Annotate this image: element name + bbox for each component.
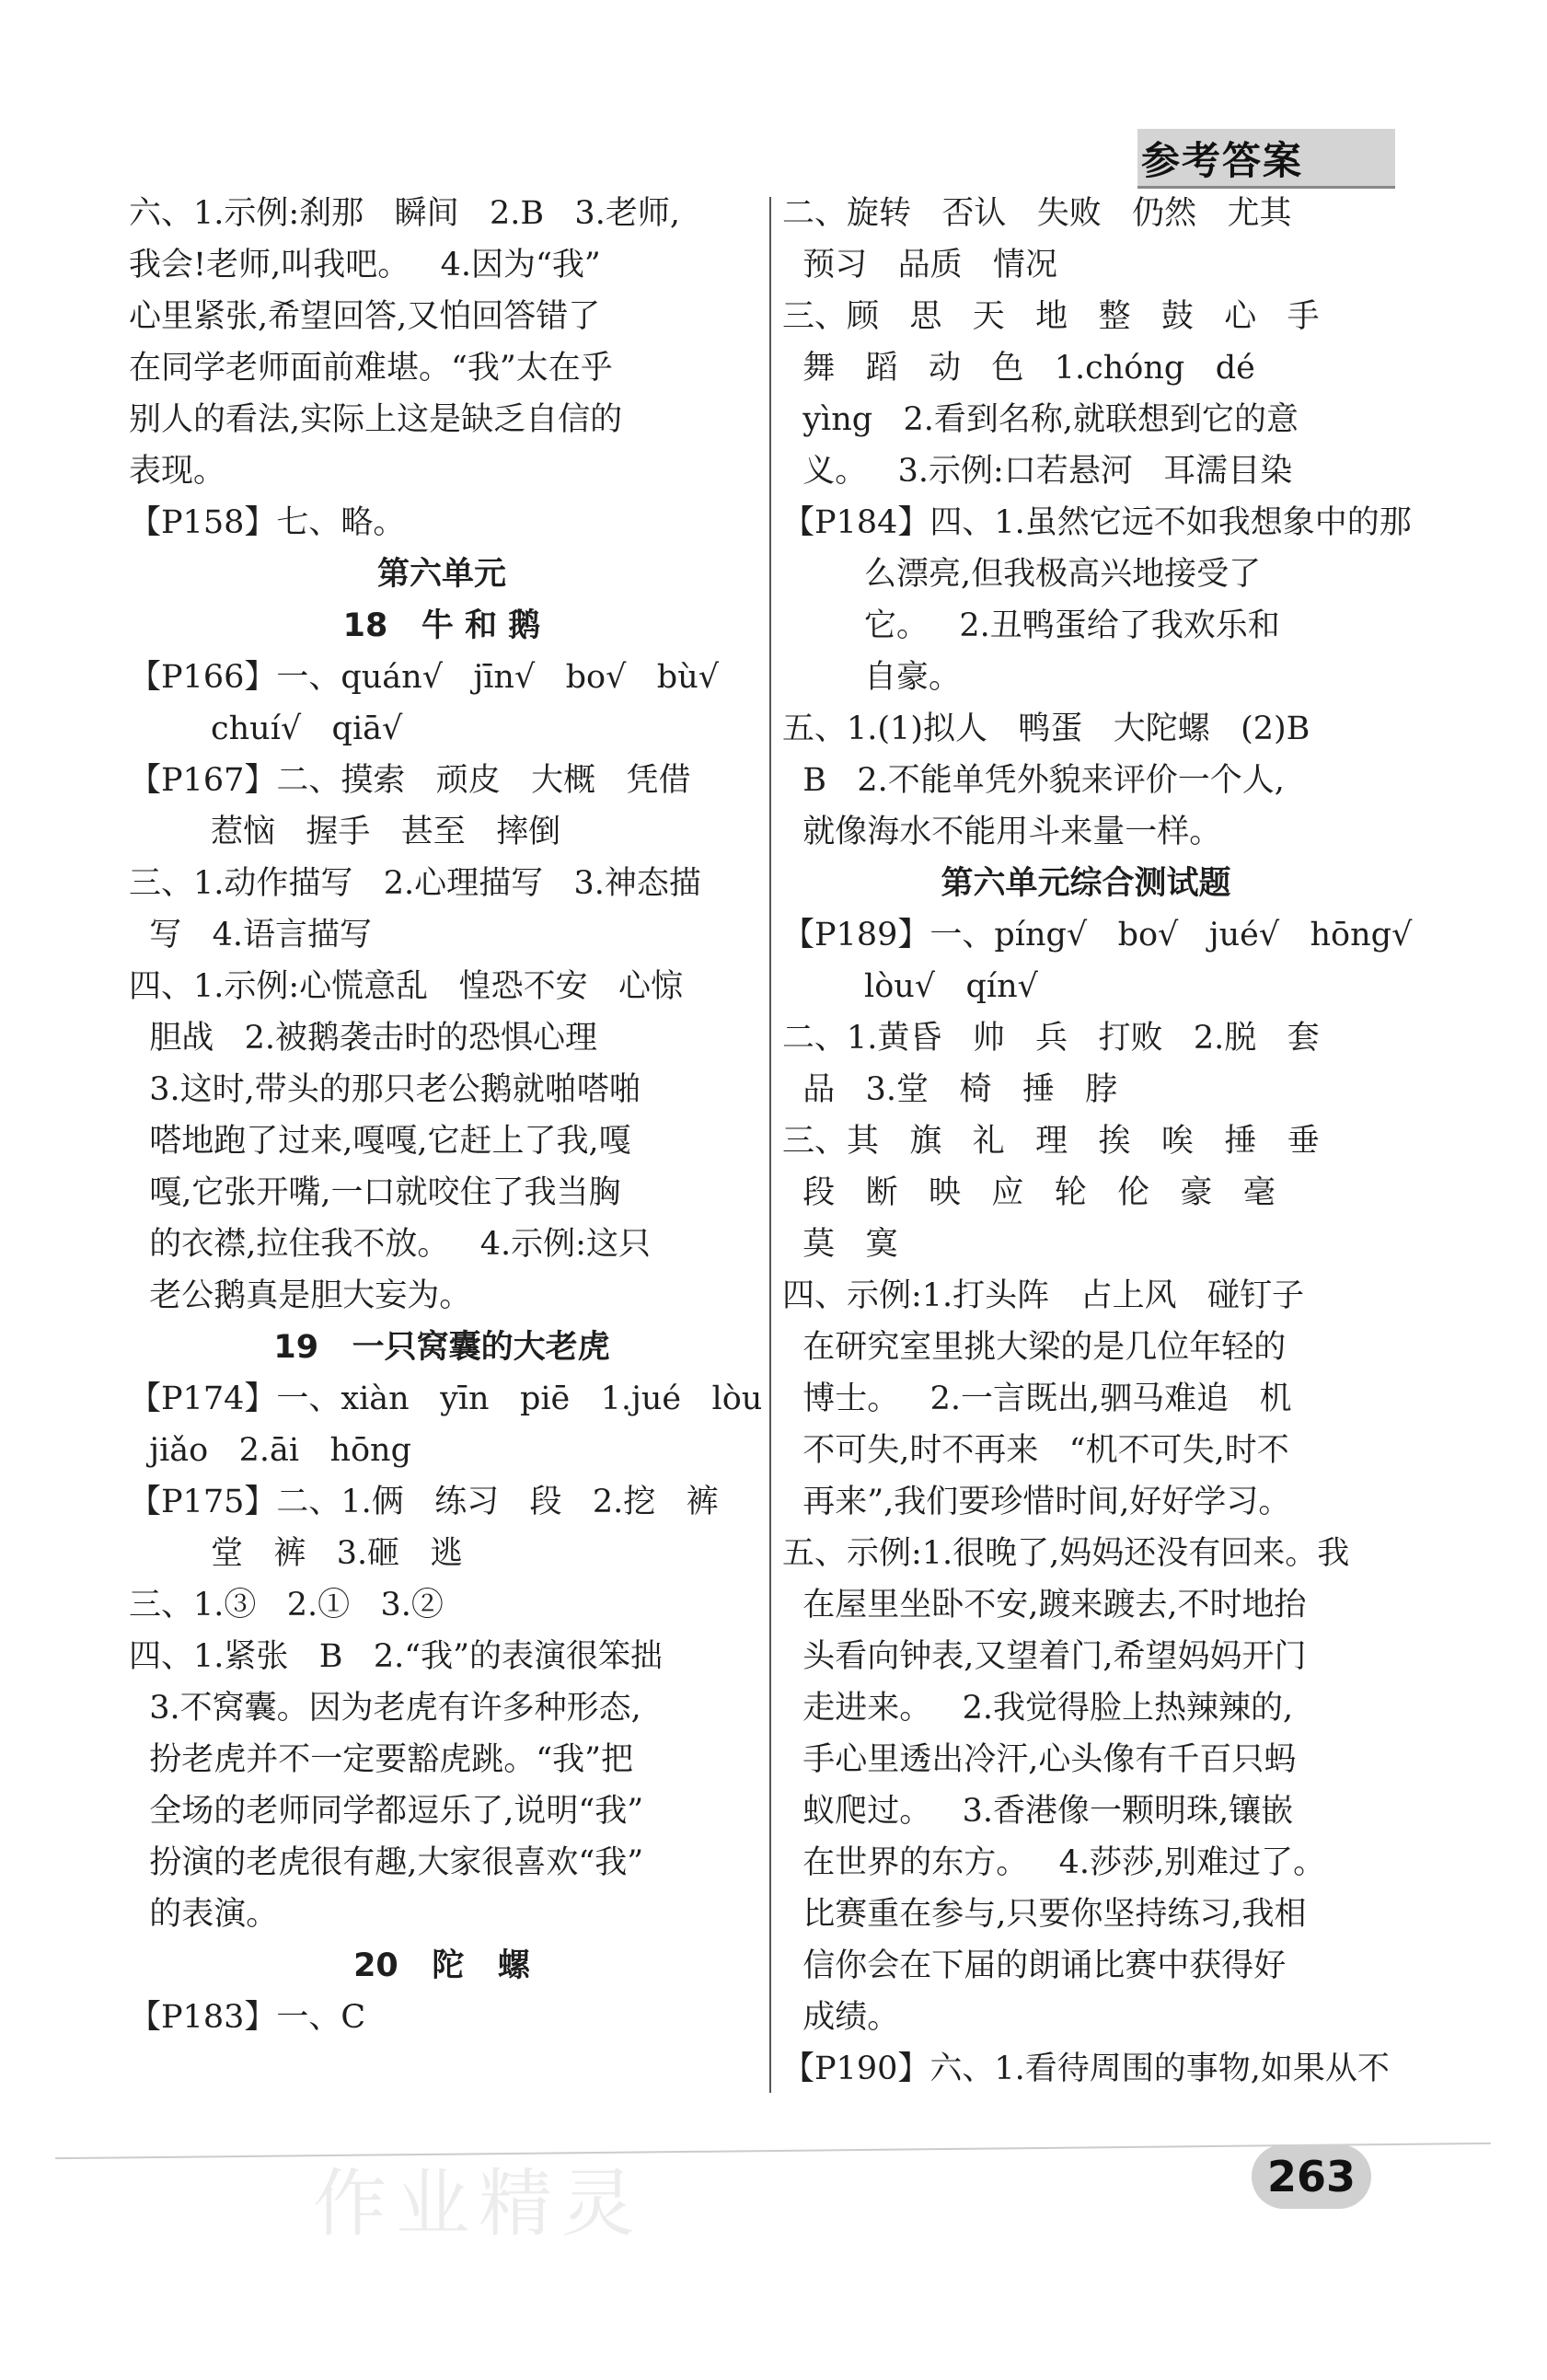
answer-line: 【P190】六、1.看待周围的事物,如果从不: [782, 2051, 1390, 2087]
answer-line: 在研究室里挑大梁的是几位年轻的: [782, 1329, 1287, 1366]
answer-line: 二、旋转 否认 失败 仍然 尤其: [782, 195, 1292, 232]
answer-line: 写 4.语言描写: [129, 917, 373, 953]
answer-line: 嘎,它张开嘴,一口就咬住了我当胸: [129, 1174, 621, 1211]
answer-line: 博士。 2.一言既出,驷马难追 机: [782, 1381, 1292, 1417]
answer-line: 3.这时,带头的那只老公鹅就啪嗒啪: [129, 1071, 641, 1108]
answer-line: 段 断 映 应 轮 伦 豪 毫: [782, 1174, 1276, 1211]
answer-line: 头看向钟表,又望着门,希望妈妈开门: [782, 1638, 1307, 1675]
answer-line: 胆战 2.被鹅袭击时的恐惧心理: [129, 1020, 598, 1057]
answer-line: 信你会在下届的朗诵比赛中获得好: [782, 1947, 1287, 1984]
page-header-title: 参考答案: [1141, 138, 1304, 183]
answer-line: 【P189】一、píng√ bo√ jué√ hōng√: [782, 917, 1413, 953]
answer-line: 四、1.示例:心慌意乱 惶恐不安 心惊: [129, 968, 683, 1005]
column-divider: [769, 197, 771, 2093]
answer-line: 扮演的老虎很有趣,大家很喜欢“我”: [129, 1844, 644, 1881]
answer-line: 五、1.(1)拟人 鸭蛋 大陀螺 (2)B: [782, 711, 1310, 747]
answer-line: B 2.不能单凭外貌来评价一个人,: [782, 762, 1285, 799]
answer-line: 五、示例:1.很晚了,妈妈还没有回来。我: [782, 1535, 1350, 1572]
answer-line: lòu√ qín√: [782, 968, 1038, 1005]
watermark: 作业精灵: [313, 2161, 644, 2247]
answer-line: 自豪。: [782, 659, 962, 696]
section-heading: 第六单元综合测试题: [941, 865, 1231, 902]
answer-line: 【P175】二、1.俩 练习 段 2.挖 裤: [129, 1484, 719, 1520]
answer-line: 四、1.紧张 B 2.“我”的表演很笨拙: [129, 1638, 664, 1675]
answer-line: 嗒地跑了过来,嘎嘎,它赶上了我,嘎: [129, 1123, 631, 1160]
answer-line: 老公鹅真是胆大妄为。: [129, 1277, 472, 1314]
answer-line: 【P158】七、略。: [129, 504, 406, 541]
section-heading: 18 牛 和 鹅: [342, 607, 541, 644]
answer-line: 堂 裤 3.砸 逃: [129, 1535, 463, 1572]
answer-line: 蚁爬过。 3.香港像一颗明珠,镶嵌: [782, 1793, 1294, 1830]
answer-line: 的衣襟,拉住我不放。 4.示例:这只: [129, 1226, 651, 1263]
answer-line: 在屋里坐卧不安,踱来踱去,不时地抬: [782, 1587, 1307, 1623]
answer-line: yìng 2.看到名称,就联想到它的意: [782, 401, 1299, 438]
answer-line: 比赛重在参与,只要你坚持练习,我相: [782, 1896, 1307, 1933]
answer-line: 别人的看法,实际上这是缺乏自信的: [129, 401, 623, 438]
answer-line: 义。 3.示例:口若悬河 耳濡目染: [782, 453, 1293, 490]
section-heading: 19 一只窝囊的大老虎: [273, 1329, 610, 1366]
section-heading: 20 陀 螺: [353, 1947, 530, 1984]
answer-line: 走进来。 2.我觉得脸上热辣辣的,: [782, 1690, 1294, 1727]
answer-line: 的表演。: [129, 1896, 279, 1933]
answer-line: 三、其 旗 礼 理 挨 唉 捶 垂: [782, 1123, 1320, 1160]
answer-line: 【P167】二、摸索 顽皮 大概 凭借: [129, 762, 691, 799]
left-column: [129, 188, 763, 2043]
answer-line: 【P184】四、1.虽然它远不如我想象中的那: [782, 504, 1412, 541]
answer-line: 不可失,时不再来 “机不可失,时不: [782, 1432, 1289, 1469]
answer-line: 【P174】一、xiàn yīn piē 1.jué lòu: [129, 1381, 763, 1417]
answer-line: 二、1.黄昏 帅 兵 打败 2.脱 套: [782, 1020, 1320, 1057]
answer-line: 【P183】一、C: [129, 1999, 366, 2036]
answer-line: 成绩。: [782, 1999, 900, 2036]
answer-line: 莫 寞: [782, 1226, 898, 1263]
answer-line: 心里紧张,希望回答,又怕回答错了: [129, 298, 601, 335]
answer-line: 惹恼 握手 甚至 摔倒: [129, 814, 561, 850]
answer-line: 四、示例:1.打头阵 占上风 碰钉子: [782, 1277, 1304, 1314]
right-column: [782, 188, 1413, 2095]
answer-line: jiǎo 2.āi hōng: [129, 1432, 412, 1469]
answer-line: 【P166】一、quán√ jīn√ bo√ bù√: [129, 659, 720, 696]
answer-line: 预习 品质 情况: [782, 247, 1058, 283]
answer-line: 扮老虎并不一定要豁虎跳。“我”把: [129, 1741, 634, 1778]
answer-line: 品 3.堂 椅 捶 脖: [782, 1071, 1118, 1108]
section-heading: 第六单元: [376, 556, 506, 593]
answer-line: 三、1.③ 2.① 3.②: [129, 1587, 444, 1623]
answer-line: chuí√ qiā√: [129, 711, 403, 747]
answer-line: 三、1.动作描写 2.心理描写 3.神态描: [129, 865, 701, 902]
answer-line: 就像海水不能用斗来量一样。: [782, 814, 1222, 850]
answer-line: 手心里透出冷汗,心头像有千百只蚂: [782, 1741, 1297, 1778]
answer-line: 我会!老师,叫我吧。 4.因为“我”: [129, 247, 601, 283]
answer-line: 么漂亮,但我极高兴地接受了: [782, 556, 1262, 593]
answer-line: 在世界的东方。 4.莎莎,别难过了。: [782, 1844, 1326, 1881]
answer-line: 在同学老师面前难堪。“我”太在乎: [129, 350, 613, 387]
answer-line: 三、顾 思 天 地 整 鼓 心 手: [782, 298, 1320, 335]
answer-line: 舞 蹈 动 色 1.chóng dé: [782, 350, 1255, 387]
answer-line: 再来”,我们要珍惜时间,好好学习。: [782, 1484, 1291, 1520]
answer-line: 3.不窝囊。因为老虎有许多种形态,: [129, 1690, 641, 1727]
answer-line: 六、1.示例:刹那 瞬间 2.B 3.老师,: [129, 195, 680, 232]
page-number: 263: [1252, 2144, 1371, 2209]
answer-line: 它。 2.丑鸭蛋给了我欢乐和: [782, 607, 1280, 644]
answer-line: 全场的老师同学都逗乐了,说明“我”: [129, 1793, 644, 1830]
answer-line: 表现。: [129, 453, 226, 490]
